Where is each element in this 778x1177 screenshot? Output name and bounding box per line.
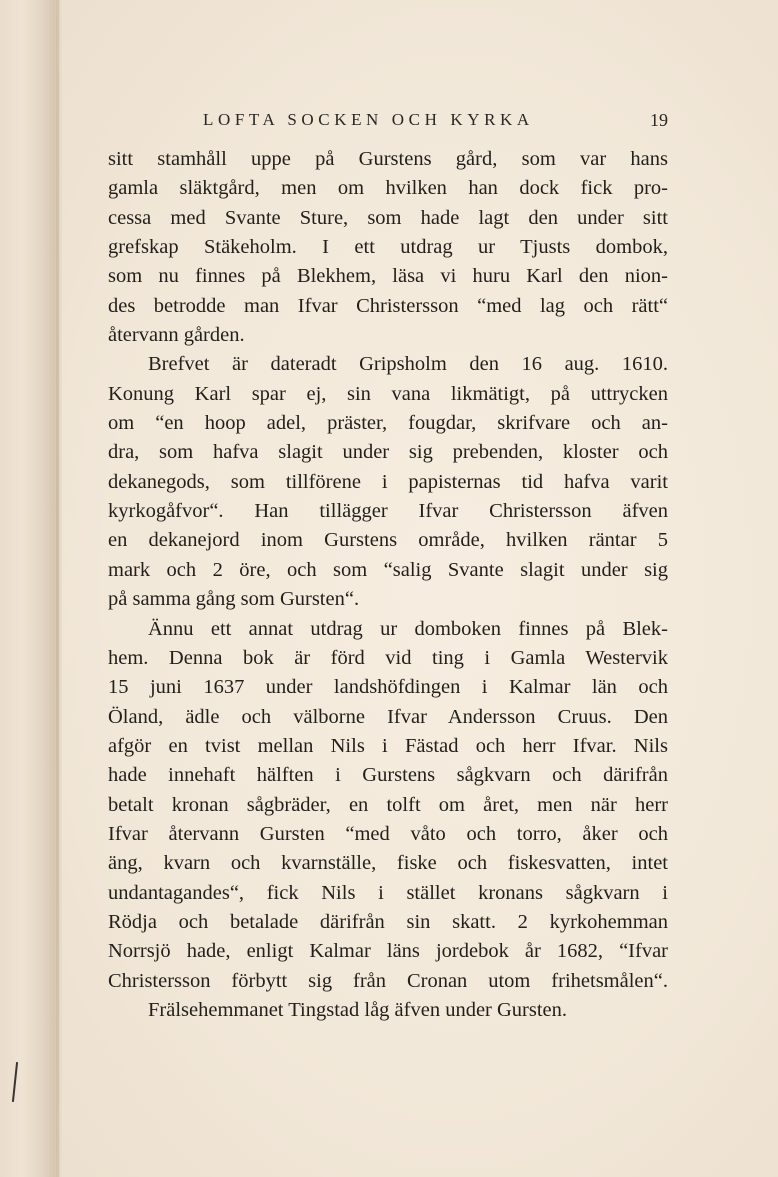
text-line: äng, kvarn och kvarnställe, fiske och fiskesvatten, intet [108, 852, 668, 875]
text-line: cessa med Svante Sture, som hade lagt den under sitt [108, 206, 668, 229]
text-line: Rödja och betalade därifrån sin skatt. 2 kyrkohemman [108, 910, 668, 933]
text-line: mark och 2 öre, och som “salig Svante slagit under sig [108, 558, 668, 581]
gutter-shadow [56, 0, 59, 1177]
text-line: grefskap Stäkeholm. I ett utdrag ur Tjusts dombok, [108, 236, 668, 259]
text-line: Frälsehemmanet Tingstad låg äfven under Gursten. [148, 998, 568, 1021]
text-line: Ifvar återvann Gursten “med våto och torro, åker och [108, 822, 668, 845]
text-line: Konung Karl spar ej, sin vana likmätigt, på uttrycken [108, 382, 668, 405]
text-line: Brefvet är dateradt Gripsholm den 16 aug. 1610. [148, 353, 668, 376]
text-line: gamla släktgård, men om hvilken han dock fick pro- [108, 177, 668, 200]
text-line: Öland, ädle och välborne Ifvar Andersson Cruus. Den [108, 705, 668, 728]
text-line: betalt kronan sågbräder, en tolft om året, men när herr [108, 793, 668, 816]
text-line: des betrodde man Ifvar Christersson “med lag och rätt“ [108, 294, 668, 317]
running-title: LOFTA SOCKEN OCH KYRKA [203, 110, 534, 129]
text-line: dekanegods, som tillförene i papisternas tid hafva varit [108, 470, 668, 493]
text-line: Norrsjö hade, enligt Kalmar läns jordebok år 1682, “Ifvar [108, 940, 668, 963]
text-line: sitt stamhåll uppe på Gurstens gård, som var hans [108, 148, 668, 170]
text-line: afgör en tvist mellan Nils i Fästad och herr Ifvar. Nils [108, 734, 668, 757]
text-line: om “en hoop adel, präster, fougdar, skrifvare och an- [108, 412, 668, 435]
text-line: undantagandes“, fick Nils i stället kronans sågkvarn i [108, 881, 668, 904]
text-line: hade innehaft hälften i Gurstens sågkvarn och därifrån [108, 764, 668, 787]
text-line: kyrkogåfvor“. Han tillägger Ifvar Christersson äfven [108, 500, 668, 523]
text-line: Ännu ett annat utdrag ur domboken finnes på Blek- [148, 617, 668, 640]
running-head [0, 110, 778, 140]
text-line: en dekanejord inom Gurstens område, hvilken räntar 5 [108, 529, 668, 552]
text-line: Christersson förbytt sig från Cronan utom frihetsmålen“. [108, 969, 668, 992]
text-line: återvann gården. [108, 324, 245, 347]
book-gutter [0, 0, 62, 1177]
page-number: 19 [650, 110, 668, 130]
text-line: på samma gång som Gursten“. [108, 588, 360, 611]
text-line: dra, som hafva slagit under sig prebenden, kloster och [108, 441, 668, 464]
text-line: 15 juni 1637 under landshöfdingen i Kalmar län och [108, 676, 668, 699]
text-line: som nu finnes på Blekhem, läsa vi huru Karl den nion- [108, 265, 668, 288]
body-text [108, 145, 668, 1025]
text-line: hem. Denna bok är förd vid ting i Gamla Westervik [108, 646, 668, 669]
